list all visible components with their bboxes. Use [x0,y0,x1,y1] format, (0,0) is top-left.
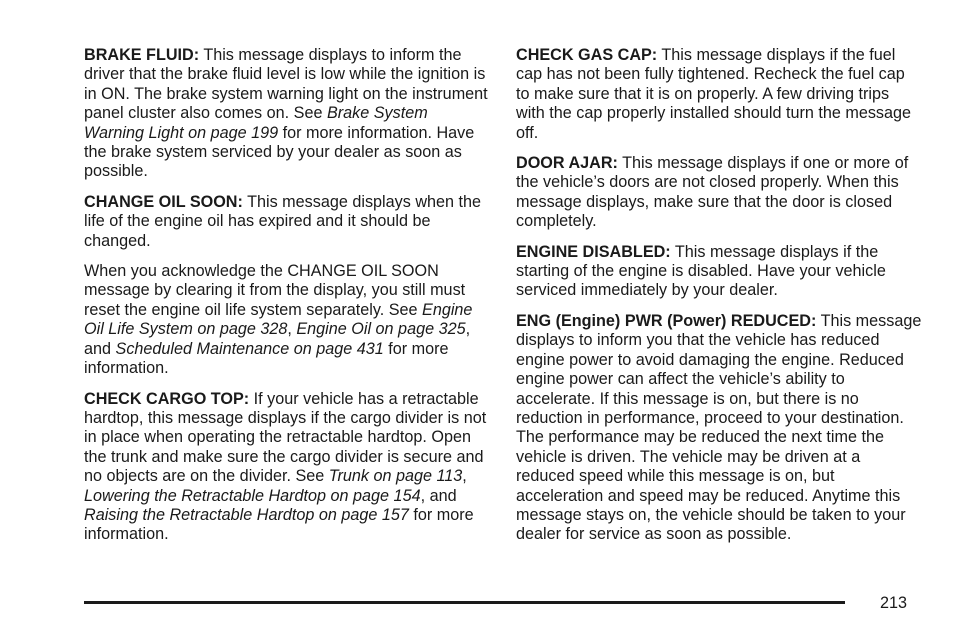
change-oil-soon-text: This message displays when the life of the engine oil has expired and it should be changed. [84,192,482,250]
change-oil-acknowledge-text-end: for more information. [84,339,449,378]
eng-pwr-reduced-text: This message displays to inform you that the vehicle has reduced engine power to avoid damaging the engine. Reduced engine power can affect the vehicle’s ability to accelerate. If this message is on, but there is no reduction in performance, proceed to your destination. The performance may be reduced the next time the vehicle is driven. The vehicle may be driven at a reduced speed while this message is on, but acceleration and speed may be reduced. Anytime this message stays on, the vehicle should be taken to your dealer for service as soon as possible. [516,311,922,544]
brake-fluid-text: This message displays to inform the driver that the brake fluid level is low while the ignition is in ON. The brake system warning light on the instrument panel cluster also comes on. See [84,46,488,123]
footer-rule [84,601,845,604]
check-cargo-top-text-end: for more information. [84,505,474,544]
page-number: 213 [880,594,908,612]
check-gas-cap-heading: CHECK GAS CAP: [516,46,658,64]
brake-fluid-text-end: for more information. Have the brake system serviced by your dealer as soon as possible. [84,123,475,181]
engine-disabled-text: This message displays if the starting of the engine is disabled. Have your vehicle serviced immediately by your dealer. [516,242,886,300]
right-column [516,46,922,556]
brake-warning-light-reference: Brake System Warning Light on page 199 [84,104,428,142]
check-cargo-top-text: If your vehicle has a retractable hardtop, this message displays if the cargo divider is not in place when operating the retractable hardtop. Open the trunk and make sure the cargo divider is secure and no objects are on the divider. See [84,389,487,486]
door-ajar-text: This message displays if one or more of the vehicle’s doors are not closed properly. When this message displays, make sure that the door is closed completely. [516,154,909,231]
raising-hardtop-reference: Raising the Retractable Hardtop on page 157 [84,505,409,524]
check-cargo-top-paragraph [84,390,488,545]
change-oil-acknowledge-paragraph [84,262,488,378]
engine-oil-reference: Engine Oil on page 325 [296,320,466,339]
check-gas-cap-paragraph [516,46,922,143]
change-oil-soon-heading: CHANGE OIL SOON: [84,192,243,211]
scheduled-maintenance-reference: Scheduled Maintenance on page 431 [115,339,384,358]
lowering-hardtop-reference: Lowering the Retractable Hardtop on page 154 [84,486,421,505]
engine-disabled-heading: ENGINE DISABLED: [516,242,671,261]
door-ajar-paragraph [516,154,922,232]
separator: , [462,467,467,486]
engine-disabled-paragraph [516,243,922,301]
change-oil-soon-paragraph [84,193,488,251]
check-cargo-top-heading: CHECK CARGO TOP: [84,389,250,408]
brake-fluid-paragraph [84,46,488,182]
eng-pwr-reduced-paragraph [516,312,922,545]
trunk-reference: Trunk on page 113 [328,467,463,486]
brake-fluid-heading: BRAKE FLUID: [84,46,200,64]
engine-oil-life-reference: Engine Oil Life System on page 328 [84,300,473,339]
check-gas-cap-text: This message displays if the fuel cap has not been fully tightened. Recheck the fuel cap to make sure that it is on properly. A few driving trips with the cap properly installed should turn the message off. [516,46,912,142]
change-oil-acknowledge-text: When you acknowledge the CHANGE OIL SOON message by clearing it from the display, you still must reset the engine oil life system separately. See [84,262,466,319]
eng-pwr-reduced-heading: ENG (Engine) PWR (Power) REDUCED: [516,311,817,330]
separator: , and [420,486,457,505]
left-column [84,46,488,556]
separator: , and [84,320,471,358]
door-ajar-heading: DOOR AJAR: [516,154,618,173]
separator: , [287,320,297,339]
